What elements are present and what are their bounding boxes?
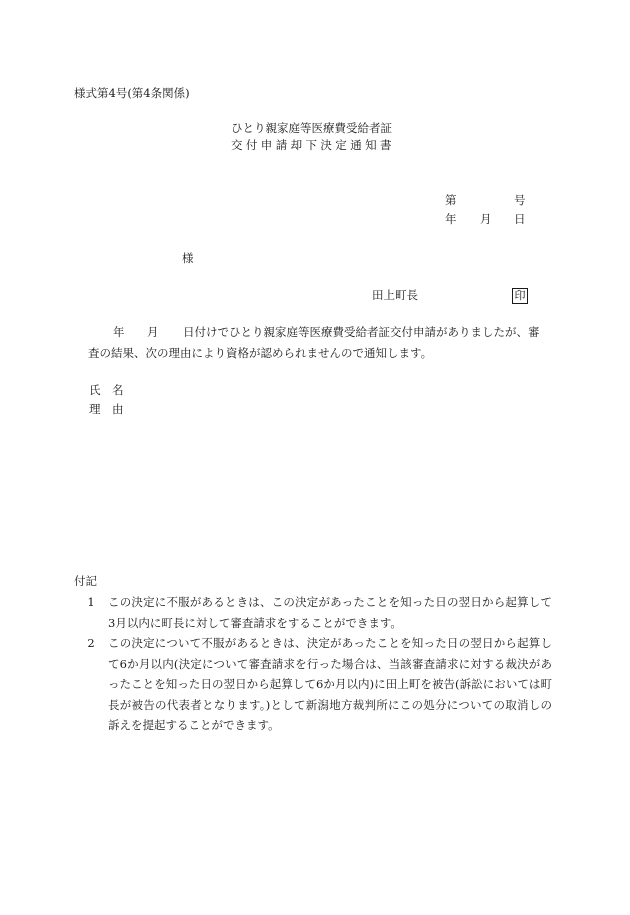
document-title-line1: ひとり親家庭等医療費受給者証 [231,121,392,135]
body-text1: 日付けでひとり親家庭等医療費受給者証交付申請がありましたが、審 [183,325,540,339]
body-year: 年 [113,325,125,339]
seal-mark: 印 [512,288,528,304]
notes-section [74,571,552,736]
note-text: この決定について不服があるときは、決定があったことを知った日の翌日から起算して6か月以内(決定について審査請求を行った場合は、当該審査請求に対する裁決があったことを知った日の翌日から起算して6か月以内)に田上町を被告(訴訟においては町長が被告の代表者となります。)として新潟地方裁判所にこの処分についての取消しの訴えを提起することができます。 [108,636,552,732]
body-month: 月 [147,325,159,339]
form-number: 様式第4号(第4条関係) [74,86,190,100]
note-number: 1 [87,595,95,609]
date-year: 年 [445,212,457,226]
addressee-suffix: 様 [182,251,194,265]
issuer-name: 田上町長 [372,288,418,302]
note-text: この決定に不服があるときは、この決定があったことを知った日の翌日から起算して3月以内に町長に対して審査請求をすることができます。 [108,595,552,630]
note-item [74,633,552,736]
note-number: 2 [87,636,95,650]
reason-label: 理 由 [89,402,124,416]
date-month: 月 [480,212,492,226]
date-day: 日 [514,212,526,226]
doc-number-prefix: 第 [445,193,457,207]
document-title-line2: 交付申請却下決定通知書 [231,138,395,152]
note-item [74,592,552,633]
body-line2: 査の結果、次の理由により資格が認められませんので通知します。 [88,346,433,360]
name-label: 氏 名 [89,383,124,397]
doc-number-suffix: 号 [514,193,526,207]
notes-heading: 付記 [74,574,97,588]
